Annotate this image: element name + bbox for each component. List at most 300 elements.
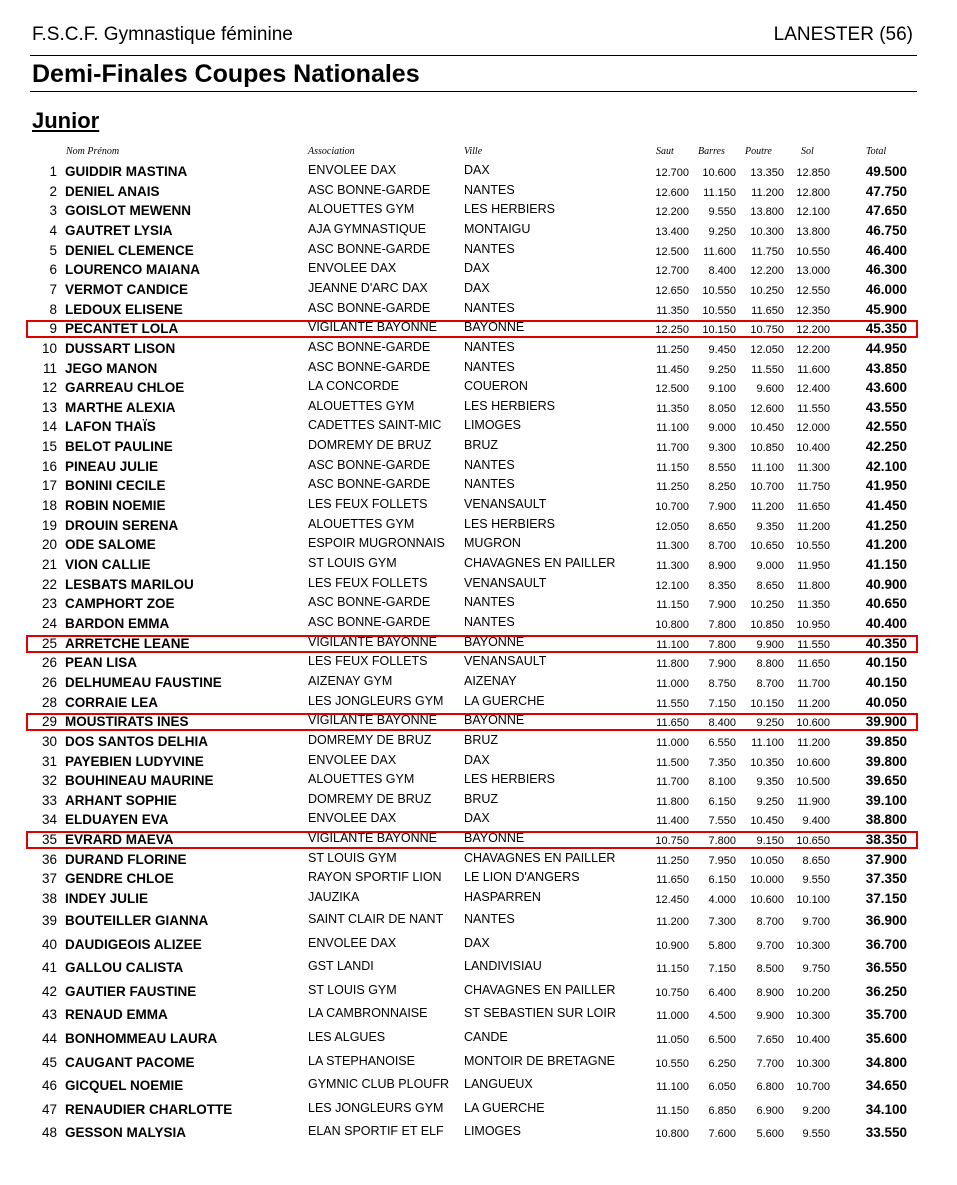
row-total: 39.800 (865, 753, 907, 769)
row-barres: 8.550 (708, 461, 736, 474)
row-name: RENAUD EMMA (65, 1007, 168, 1023)
table-row (0, 341, 957, 361)
row-name: PEAN LISA (65, 655, 138, 671)
row-association: ENVOLEE DAX (308, 261, 397, 276)
row-poutre: 13.800 (750, 206, 784, 219)
row-barres: 6.150 (708, 795, 736, 808)
row-total: 39.850 (865, 733, 907, 749)
row-name: GAUTRET LYSIA (65, 222, 173, 238)
row-ville: ST SEBASTIEN SUR LOIR (464, 1006, 616, 1021)
row-name: DROUIN SERENA (65, 517, 179, 533)
row-association: VIGILANTE BAYONNE (308, 320, 437, 335)
row-poutre: 9.600 (756, 383, 784, 396)
row-name: CAMPHORT ZOE (65, 596, 175, 612)
row-sol: 11.550 (797, 402, 830, 415)
row-barres: 7.150 (708, 697, 736, 710)
row-ville: CHAVAGNES EN PAILLER (464, 556, 616, 570)
row-total: 39.650 (865, 773, 907, 789)
row-sol: 12.550 (796, 284, 830, 297)
row-association: ASC BONNE-GARDE (308, 182, 431, 197)
row-ville: LANGUEUX (464, 1077, 533, 1092)
row-rank: 14 (41, 419, 57, 435)
row-saut: 12.200 (655, 206, 689, 219)
row-saut: 10.800 (655, 618, 689, 631)
row-total: 34.100 (865, 1101, 907, 1117)
row-saut: 11.150 (656, 461, 689, 474)
row-sol: 9.400 (802, 815, 830, 828)
table-row (0, 361, 957, 381)
row-saut: 12.500 (655, 383, 689, 396)
row-saut: 12.050 (655, 520, 689, 533)
table-row (0, 400, 957, 420)
row-rank: 16 (41, 458, 57, 474)
row-total: 47.750 (865, 183, 907, 199)
row-rank: 26 (41, 655, 57, 671)
row-sol: 11.200 (797, 697, 830, 710)
row-name: DELHUMEAU FAUSTINE (65, 674, 222, 690)
row-barres: 11.150 (703, 186, 736, 199)
row-poutre: 10.850 (750, 442, 784, 455)
row-ville: NANTES (464, 300, 515, 315)
row-saut: 11.150 (656, 599, 689, 612)
row-total: 46.750 (865, 222, 907, 238)
row-name: VION CALLIE (65, 557, 151, 572)
row-sol: 10.300 (796, 939, 830, 952)
row-poutre: 10.700 (750, 481, 784, 494)
row-ville: VENANSAULT (464, 497, 547, 512)
row-saut: 11.050 (656, 1034, 689, 1047)
row-total: 40.400 (865, 615, 907, 631)
row-sol: 10.100 (796, 894, 830, 907)
row-poutre: 9.700 (756, 939, 784, 952)
row-rank: 44 (41, 1031, 57, 1047)
table-row (0, 1031, 957, 1051)
row-association: ASC BONNE-GARDE (308, 241, 431, 256)
table-row (0, 243, 957, 263)
row-poutre: 11.100 (751, 736, 784, 749)
row-barres: 7.350 (708, 756, 736, 769)
row-rank: 42 (41, 983, 57, 999)
row-poutre: 8.700 (756, 677, 784, 690)
row-ville: NANTES (464, 359, 515, 374)
row-association: CADETTES SAINT-MIC (308, 418, 442, 433)
row-sol: 11.750 (797, 481, 830, 494)
row-sol: 11.700 (797, 677, 830, 690)
row-barres: 8.900 (708, 560, 736, 572)
row-name: VERMOT CANDICE (65, 281, 189, 297)
row-rank: 10 (41, 340, 57, 356)
row-ville: DAX (464, 811, 490, 826)
row-total: 43.850 (865, 360, 907, 376)
row-ville: LA GUERCHE (464, 1100, 545, 1115)
row-ville: CHAVAGNES EN PAILLER (464, 850, 616, 865)
row-saut: 12.100 (655, 579, 689, 592)
federation-title: F.S.C.F. Gymnastique féminine (32, 24, 293, 45)
row-poutre: 12.600 (750, 402, 784, 415)
row-total: 42.100 (865, 458, 907, 474)
row-sol: 12.800 (796, 186, 830, 199)
row-saut: 11.100 (656, 638, 689, 651)
row-saut: 11.700 (656, 442, 689, 455)
row-barres: 10.550 (702, 304, 736, 317)
row-ville: LA GUERCHE (464, 693, 545, 708)
row-barres: 8.650 (708, 520, 736, 533)
row-poutre: 11.550 (751, 363, 784, 376)
row-barres: 7.600 (708, 1128, 736, 1141)
row-barres: 11.600 (703, 245, 736, 258)
row-barres: 6.150 (708, 874, 736, 887)
row-total: 41.950 (865, 478, 907, 494)
row-barres: 7.150 (708, 963, 736, 976)
row-sol: 13.000 (796, 265, 830, 278)
row-name: CORRAIE LEA (65, 694, 159, 710)
row-rank: 23 (41, 596, 57, 612)
row-poutre: 11.200 (751, 501, 784, 514)
row-sol: 10.600 (796, 717, 830, 730)
row-rank: 2 (49, 183, 57, 199)
row-poutre: 10.450 (750, 422, 784, 435)
row-poutre: 11.100 (751, 461, 784, 474)
row-poutre: 11.650 (751, 304, 784, 317)
column-header-total: Total (866, 146, 887, 157)
row-name: GUIDDIR MASTINA (65, 164, 188, 179)
row-poutre: 10.450 (750, 815, 784, 828)
row-name: GAUTIER FAUSTINE (65, 983, 197, 999)
row-saut: 11.150 (656, 963, 689, 976)
row-name: JEGO MANON (65, 360, 158, 376)
row-barres: 5.800 (708, 939, 736, 952)
table-row (0, 871, 957, 891)
row-rank: 7 (49, 281, 57, 297)
row-name: BOUTEILLER GIANNA (65, 913, 209, 929)
row-name: BONINI CECILE (65, 478, 166, 494)
row-saut: 11.550 (656, 697, 689, 710)
row-rank: 31 (41, 753, 57, 769)
row-association: AIZENAY GYM (308, 673, 393, 688)
row-rank: 24 (41, 615, 57, 631)
row-association: ASC BONNE-GARDE (308, 457, 431, 472)
row-poutre: 8.650 (756, 579, 784, 592)
row-barres: 7.900 (708, 599, 736, 612)
row-rank: 1 (49, 164, 57, 179)
row-total: 46.300 (865, 262, 907, 278)
row-saut: 11.000 (656, 736, 689, 749)
row-total: 42.250 (865, 439, 907, 455)
row-ville: LIMOGES (464, 418, 521, 433)
row-name: GENDRE CHLOE (65, 871, 174, 887)
row-barres: 7.800 (708, 618, 736, 631)
row-total: 43.550 (865, 399, 907, 415)
row-rank: 47 (41, 1101, 57, 1117)
row-barres: 4.000 (708, 894, 736, 907)
table-row (0, 321, 957, 341)
row-total: 43.600 (865, 380, 907, 396)
row-association: ASC BONNE-GARDE (308, 595, 431, 610)
row-saut: 10.900 (655, 939, 689, 952)
row-name: DURAND FLORINE (65, 851, 187, 867)
row-saut: 11.150 (656, 1104, 689, 1117)
table-row (0, 302, 957, 322)
row-association: RAYON SPORTIF LION (308, 870, 442, 885)
table-row (0, 773, 957, 793)
row-rank: 15 (41, 439, 57, 455)
table-row (0, 960, 957, 980)
row-rank: 43 (41, 1007, 57, 1023)
row-sol: 10.950 (796, 618, 830, 631)
row-sol: 9.700 (802, 916, 830, 929)
row-name: LESBATS MARILOU (65, 576, 194, 592)
table-row (0, 1102, 957, 1122)
row-sol: 11.900 (797, 795, 830, 808)
row-name: GOISLOT MEWENN (65, 203, 191, 219)
table-row (0, 223, 957, 243)
row-association: ASC BONNE-GARDE (308, 339, 431, 354)
row-poutre: 8.700 (756, 916, 784, 929)
row-sol: 12.350 (796, 304, 830, 317)
row-ville: LE LION D'ANGERS (464, 870, 580, 885)
row-association: ASC BONNE-GARDE (308, 359, 431, 374)
row-association: ST LOUIS GYM (308, 556, 397, 570)
row-barres: 9.100 (708, 383, 736, 396)
row-barres: 8.750 (708, 677, 736, 690)
row-sol: 10.400 (796, 1034, 830, 1047)
row-name: INDEY JULIE (65, 891, 149, 907)
row-barres: 7.900 (708, 501, 736, 514)
table-row (0, 714, 957, 734)
row-total: 45.350 (865, 321, 907, 337)
row-barres: 7.900 (708, 658, 736, 671)
table-row (0, 459, 957, 479)
row-sol: 10.550 (796, 540, 830, 553)
row-barres: 6.850 (708, 1104, 736, 1117)
row-ville: VENANSAULT (464, 654, 547, 669)
row-ville: AIZENAY (464, 673, 517, 688)
row-barres: 9.000 (708, 422, 736, 435)
row-barres: 8.400 (708, 717, 736, 730)
row-total: 37.900 (865, 851, 907, 867)
row-sol: 8.650 (802, 854, 830, 867)
row-total: 46.000 (865, 281, 907, 297)
row-poutre: 10.300 (750, 225, 784, 238)
row-association: ASC BONNE-GARDE (308, 477, 431, 492)
row-total: 34.800 (865, 1054, 907, 1070)
row-ville: LES HERBIERS (464, 772, 556, 787)
row-name: ARRETCHE LEANE (65, 635, 190, 651)
row-poutre: 11.200 (751, 186, 784, 199)
row-saut: 11.650 (656, 874, 689, 887)
row-rank: 22 (41, 576, 57, 592)
row-total: 41.150 (865, 557, 907, 572)
row-total: 39.900 (865, 714, 907, 730)
row-sol: 10.700 (796, 1081, 830, 1094)
row-ville: MONTAIGU (464, 221, 531, 236)
row-saut: 11.000 (656, 1010, 689, 1023)
row-name: RENAUDIER CHARLOTTE (65, 1101, 233, 1117)
row-poutre: 10.350 (750, 756, 784, 769)
row-sol: 9.550 (802, 874, 830, 887)
row-name: MARTHE ALEXIA (65, 399, 176, 415)
row-total: 38.350 (865, 832, 907, 848)
row-association: ST LOUIS GYM (308, 982, 397, 997)
row-association: DOMREMY DE BRUZ (308, 791, 432, 806)
row-sol: 10.400 (796, 442, 830, 455)
row-rank: 41 (41, 960, 57, 976)
row-sol: 12.000 (796, 422, 830, 435)
table-row (0, 1125, 957, 1145)
column-header-barres: Barres (698, 146, 725, 157)
row-ville: NANTES (464, 614, 515, 629)
table-row (0, 852, 957, 872)
row-association: GYMNIC CLUB PLOUFR (308, 1077, 449, 1092)
table-row (0, 164, 957, 184)
row-name: EVRARD MAEVA (65, 832, 174, 848)
table-row (0, 754, 957, 774)
row-name: GESSON MALYSIA (65, 1125, 187, 1141)
row-barres: 7.950 (708, 854, 736, 867)
row-association: LES FEUX FOLLETS (308, 654, 428, 669)
row-total: 35.600 (865, 1031, 907, 1047)
row-total: 36.250 (865, 983, 907, 999)
row-rank: 3 (49, 203, 57, 219)
row-barres: 7.800 (708, 835, 736, 848)
row-rank: 40 (41, 936, 57, 952)
table-row (0, 262, 957, 282)
row-association: VIGILANTE BAYONNE (308, 713, 437, 728)
row-name: LEDOUX ELISENE (65, 301, 183, 317)
row-saut: 11.250 (656, 343, 689, 356)
row-saut: 12.600 (655, 186, 689, 199)
row-saut: 12.250 (655, 324, 689, 337)
row-name: BOUHINEAU MAURINE (65, 773, 214, 789)
row-association: ENVOLEE DAX (308, 163, 397, 177)
row-rank: 45 (41, 1054, 57, 1070)
row-poutre: 9.900 (756, 1010, 784, 1023)
row-poutre: 6.900 (756, 1104, 784, 1117)
table-row (0, 282, 957, 302)
row-sol: 11.650 (797, 501, 830, 514)
column-header-sol: Sol (801, 146, 814, 157)
table-row (0, 937, 957, 957)
row-sol: 12.100 (796, 206, 830, 219)
row-rank: 37 (41, 871, 57, 887)
row-sol: 11.200 (797, 520, 830, 533)
table-row (0, 184, 957, 204)
row-name: ROBIN NOEMIE (65, 498, 166, 514)
row-poutre: 8.900 (756, 986, 784, 999)
row-association: VIGILANTE BAYONNE (308, 831, 437, 846)
row-rank: 6 (49, 262, 57, 278)
row-poutre: 10.000 (750, 874, 784, 887)
row-barres: 8.050 (708, 402, 736, 415)
row-rank: 46 (41, 1078, 57, 1094)
row-saut: 11.800 (656, 795, 689, 808)
row-poutre: 9.150 (756, 835, 784, 848)
row-name: CAUGANT PACOME (65, 1054, 195, 1070)
row-association: LES JONGLEURS GYM (308, 1100, 444, 1115)
row-total: 40.650 (865, 596, 907, 612)
row-ville: LANDIVISIAU (464, 959, 542, 974)
row-total: 40.350 (865, 635, 907, 651)
row-saut: 13.400 (655, 225, 689, 238)
row-association: ALOUETTES GYM (308, 516, 415, 531)
row-association: LES FEUX FOLLETS (308, 497, 428, 512)
row-sol: 10.500 (796, 776, 830, 789)
row-total: 40.150 (865, 655, 907, 671)
row-rank: 48 (41, 1125, 57, 1141)
row-rank: 21 (41, 557, 57, 572)
row-ville: BAYONNE (464, 320, 525, 335)
row-sol: 11.200 (797, 736, 830, 749)
table-row (0, 675, 957, 695)
row-ville: MONTOIR DE BRETAGNE (464, 1053, 615, 1068)
row-barres: 6.050 (708, 1081, 736, 1094)
row-total: 44.950 (865, 340, 907, 356)
table-row (0, 984, 957, 1004)
table-row (0, 636, 957, 656)
row-poutre: 10.850 (750, 618, 784, 631)
row-saut: 10.750 (655, 986, 689, 999)
table-row (0, 812, 957, 832)
table-row (0, 380, 957, 400)
row-barres: 9.250 (708, 225, 736, 238)
row-association: ESPOIR MUGRONNAIS (308, 536, 445, 551)
row-ville: LIMOGES (464, 1124, 521, 1139)
table-row (0, 478, 957, 498)
row-total: 36.700 (865, 936, 907, 952)
row-association: GST LANDI (308, 959, 374, 974)
row-saut: 11.350 (656, 304, 689, 317)
row-sol: 13.800 (796, 225, 830, 238)
row-name: ARHANT SOPHIE (65, 792, 177, 808)
row-poutre: 10.250 (750, 284, 784, 297)
table-row (0, 891, 957, 911)
row-association: ENVOLEE DAX (308, 752, 397, 767)
row-poutre: 13.350 (750, 167, 784, 179)
row-name: LAFON THAÏS (65, 419, 156, 435)
row-poutre: 5.600 (756, 1128, 784, 1141)
row-saut: 12.700 (655, 167, 689, 179)
row-association: LA STEPHANOISE (308, 1053, 415, 1068)
row-name: PECANTET LOLA (65, 321, 179, 337)
row-total: 45.900 (865, 301, 907, 317)
row-rank: 34 (41, 812, 57, 828)
row-name: DENIEL CLEMENCE (65, 242, 194, 258)
row-ville: CHAVAGNES EN PAILLER (464, 982, 616, 997)
row-total: 33.550 (865, 1125, 907, 1141)
row-association: LA CAMBRONNAISE (308, 1006, 428, 1021)
table-row (0, 596, 957, 616)
row-ville: NANTES (464, 241, 515, 256)
row-sol: 9.550 (802, 1128, 830, 1141)
row-saut: 11.450 (656, 363, 689, 376)
row-rank: 9 (49, 321, 57, 337)
row-rank: 19 (41, 517, 57, 533)
row-total: 41.250 (865, 517, 907, 533)
row-sol: 12.200 (796, 343, 830, 356)
row-sol: 12.850 (796, 167, 830, 179)
row-name: DAUDIGEOIS ALIZEE (65, 936, 202, 952)
row-total: 40.900 (865, 576, 907, 592)
row-barres: 8.700 (708, 540, 736, 553)
row-poutre: 9.350 (756, 776, 784, 789)
row-total: 46.400 (865, 242, 907, 258)
row-barres: 8.100 (708, 776, 736, 789)
row-ville: BRUZ (464, 438, 499, 453)
row-total: 40.150 (865, 674, 907, 690)
row-total: 47.650 (865, 203, 907, 219)
row-name: BARDON EMMA (65, 615, 170, 631)
row-saut: 12.450 (655, 894, 689, 907)
